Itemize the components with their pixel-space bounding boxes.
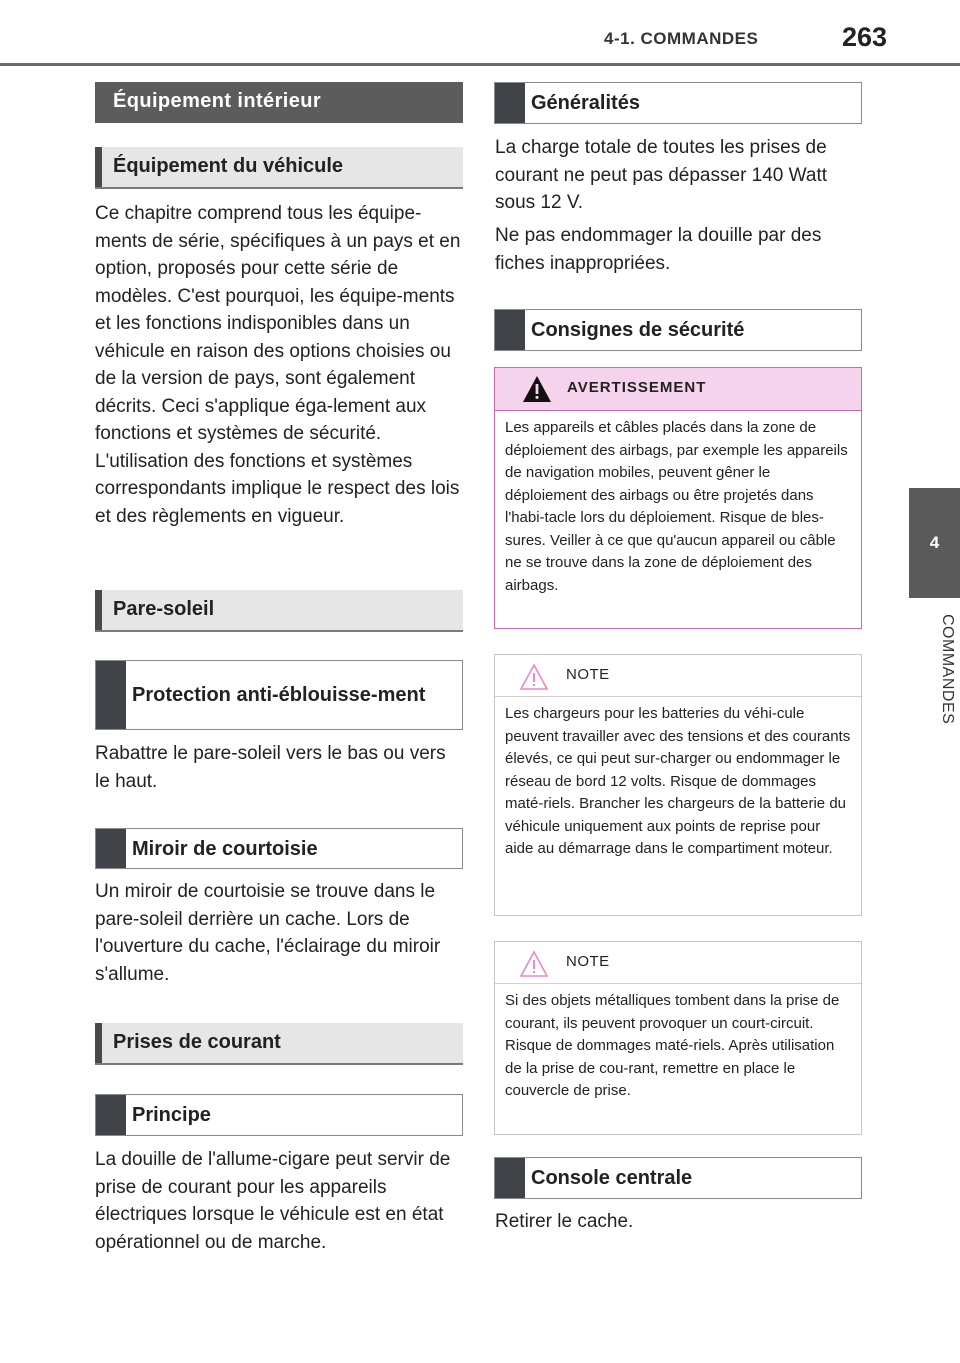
warning-triangle-icon <box>522 375 552 408</box>
subheading-glare-protection-label: Protection anti-éblouisse-ment <box>132 684 426 706</box>
header-divider <box>0 63 960 66</box>
section-heading-equipment-label: Équipement du véhicule <box>113 155 344 177</box>
note-box-chargers <box>494 654 862 916</box>
caution-triangle-outline-icon <box>519 663 549 696</box>
chapter-tab-label: COMMANDES <box>939 614 956 725</box>
note-text-metal-objects: Si des objets métalliques tombent dans la prise de courant, ils peuvent provoquer un court-circuit. Risque de dommages maté-riels. Après utilisation de la prise de cou-rant, remettre en place le couvercle de prise. <box>505 992 840 1099</box>
subheading-principle <box>95 1094 463 1136</box>
page-number: 263 <box>842 22 888 52</box>
note-box-metal-objects <box>494 941 862 1135</box>
paragraph-glare-protection: Rabattre le pare-soleil vers le bas ou vers le haut. <box>95 743 446 792</box>
subheading-safety <box>494 309 862 351</box>
subheading-center-console-label: Console centrale <box>531 1167 693 1189</box>
paragraph-center-console: Retirer le cache. <box>495 1211 634 1232</box>
paragraph-equipment: Ce chapitre comprend tous les équipe-ments de série, spécifiques à un pays et en option, proposés pour cette série de modèles. C'est pourquoi, les équipe-ments et les fonctions indisponibles dans un véhicule en raison des options choisies ou de la version de pays, sont également décrits. Ceci s'applique éga-lement aux fonctions et systèmes de sécurité. L'utilisation des fonctions et systèmes correspondants implique le respect des lois et des règlements en vigueur. <box>95 203 461 527</box>
paragraph-general-load: La charge totale de toutes les prises de courant ne peut pas dépasser 140 Watt sous 12 V. <box>495 137 828 213</box>
main-section-title: Équipement intérieur <box>95 82 463 123</box>
subheading-glare-protection <box>95 660 463 730</box>
warning-box <box>494 367 862 629</box>
section-heading-sun-visor <box>95 590 463 632</box>
caution-triangle-outline-icon <box>519 950 549 983</box>
subheading-general <box>494 82 862 124</box>
section-heading-power-sockets <box>95 1023 463 1065</box>
subheading-principle-label: Principe <box>132 1104 211 1126</box>
subheading-general-label: Généralités <box>531 92 640 114</box>
subheading-vanity-mirror-label: Miroir de courtoisie <box>132 837 318 860</box>
paragraph-vanity-mirror: Un miroir de courtoisie se trouve dans le pare-soleil derrière un cache. Lors de l'ouverture du cache, l'éclairage du miroir s'allume. <box>95 881 441 985</box>
subheading-vanity-mirror <box>95 828 463 869</box>
section-heading-equipment <box>95 147 463 189</box>
warning-text: Les appareils et câbles placés dans la zone de déploiement des airbags, par exemple les appareils de navigation mobiles, peuvent gêner le déploiement des airbags ou être projetés dans l'habi-tacle lors du déploiement. Risque de bles-sures. Veiller à ce que qu'aucun appareil ou câble ne se trouve dans la zone de déploiement des airbags. <box>505 419 848 594</box>
running-header-section: 4-1. COMMANDES <box>604 29 759 48</box>
note-box-chargers-header <box>495 655 861 697</box>
section-heading-power-sockets-label: Prises de courant <box>113 1031 281 1053</box>
note-title: NOTE <box>566 666 610 683</box>
warning-box-header <box>495 368 861 411</box>
paragraph-general-socket: Ne pas endommager la douille par des fiches inappropriées. <box>495 225 822 274</box>
note-box-metal-objects-header <box>495 942 861 984</box>
note-title: NOTE <box>566 953 610 970</box>
section-heading-sun-visor-label: Pare-soleil <box>113 598 215 620</box>
subheading-safety-label: Consignes de sécurité <box>531 319 745 341</box>
note-text-chargers: Les chargeurs pour les batteries du véhi-cule peuvent travailler avec des tensions et des courants élevés, ce qui peut sur-charger ou endommager le réseau de bord 12 volts. Risque de dommages maté-riels. Brancher les chargeurs de la batterie du véhicule uniquement aux points de reprise pour aide au démarrage dans le compartiment moteur. <box>505 705 851 857</box>
chapter-tab-number[interactable]: 4 <box>909 488 960 598</box>
subheading-center-console <box>494 1157 862 1199</box>
paragraph-principle: La douille de l'allume-cigare peut servir de prise de courant pour les appareils électriques lorsque le véhicule est en état opérationnel ou de marche. <box>95 1149 451 1253</box>
warning-title: AVERTISSEMENT <box>567 379 707 396</box>
